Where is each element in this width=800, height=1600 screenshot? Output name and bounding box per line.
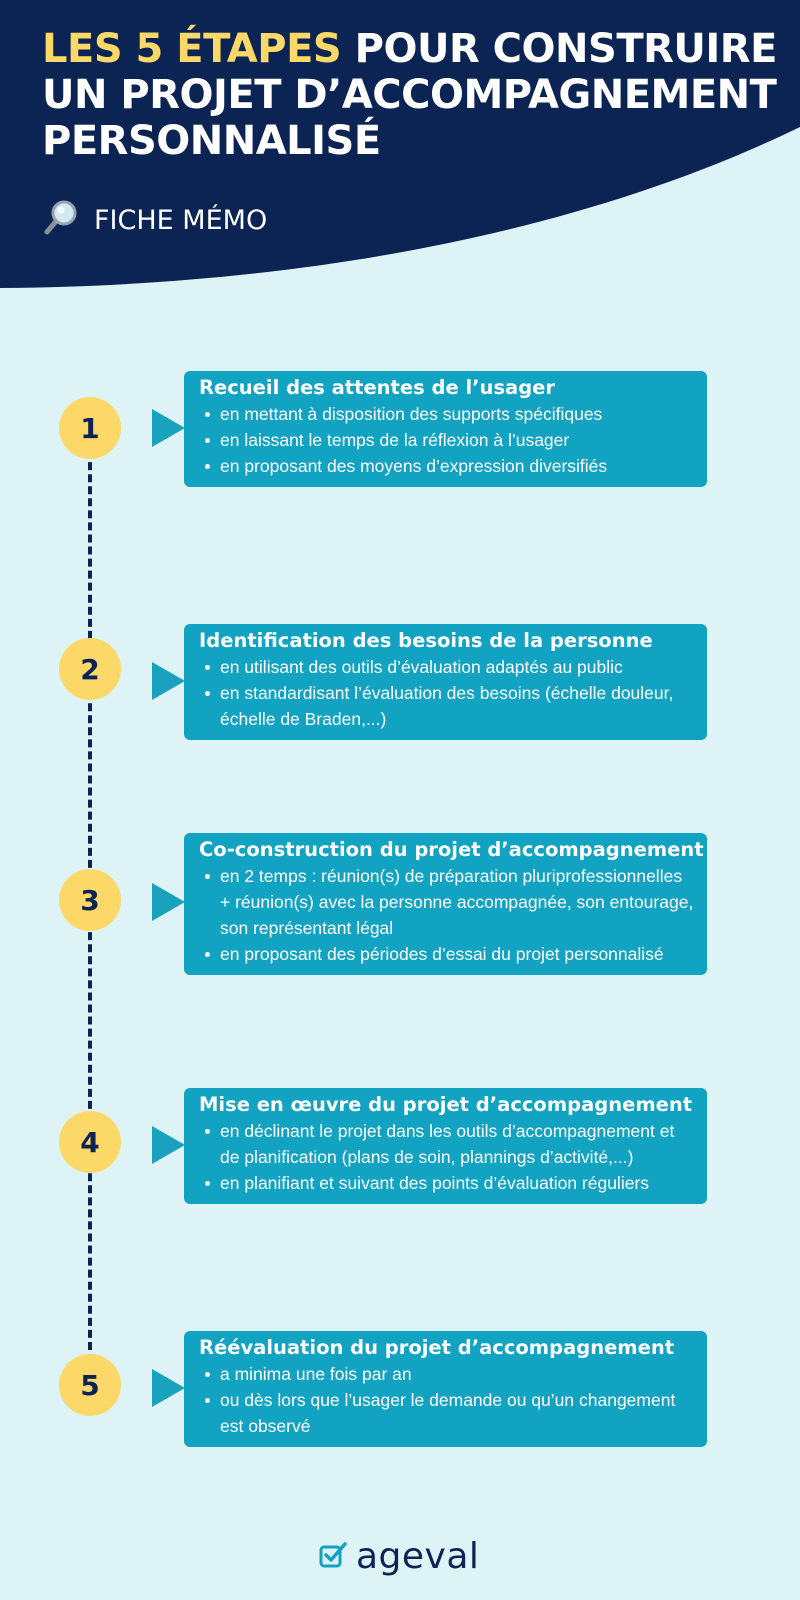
step-1-card xyxy=(184,371,707,487)
step-4-bullet-2: en planifiant et suivant des points d’évaluation réguliers xyxy=(199,1170,697,1196)
step-4-bullets xyxy=(199,1118,697,1196)
step-1-bullet-3: en proposant des moyens d’expression diversifiés xyxy=(199,453,697,479)
step-5-bullet-1: a minima une fois par an xyxy=(199,1361,697,1387)
step-4-bullet-1: en déclinant le projet dans les outils d’accompagnement et de planification (plans de soin, plannings d’activité,...) xyxy=(199,1118,697,1170)
step-3-arrow xyxy=(152,883,185,921)
step-1-bullets xyxy=(199,401,697,479)
magnifying-glass-icon xyxy=(42,199,78,242)
step-5-arrow xyxy=(152,1369,185,1407)
step-2-title: Identification des besoins de la personne xyxy=(199,629,653,652)
step-2-bullets xyxy=(199,654,697,732)
subtitle-text: FICHE MÉMO xyxy=(94,204,268,236)
step-2-bullet-1: en utilisant des outils d’évaluation adaptés au public xyxy=(199,654,697,680)
step-1-arrow xyxy=(152,409,185,447)
step-5-card xyxy=(184,1331,707,1447)
step-3-bullet-2: en proposant des périodes d’essai du projet personnalisé xyxy=(199,941,697,967)
subtitle xyxy=(42,200,267,240)
step-2-arrow xyxy=(152,662,185,700)
logo-text: ageval xyxy=(356,1536,480,1577)
checkbox-check-icon xyxy=(318,1540,348,1575)
step-4-card xyxy=(184,1088,707,1204)
step-5-bullets xyxy=(199,1361,697,1439)
page-title xyxy=(42,26,782,164)
step-3-number: 3 xyxy=(59,869,121,931)
step-1-title: Recueil des attentes de l’usager xyxy=(199,376,556,399)
step-5-number: 5 xyxy=(59,1354,121,1416)
step-3-bullets xyxy=(199,863,697,967)
step-4-number: 4 xyxy=(59,1111,121,1173)
step-4-title: Mise en œuvre du projet d’accompagnement xyxy=(199,1093,693,1116)
step-5-bullet-2: ou dès lors que l’usager le demande ou qu’un changement est observé xyxy=(199,1387,697,1439)
step-1-number: 1 xyxy=(59,397,121,459)
step-3-card xyxy=(184,833,707,975)
step-2-card xyxy=(184,624,707,740)
step-2-bullet-2: en standardisant l’évaluation des besoins (échelle douleur, échelle de Braden,...) xyxy=(199,680,697,732)
ageval-logo xyxy=(318,1535,479,1579)
title-rest: POUR CONSTRUIRE UN PROJET D’ACCOMPAGNEMENT PERSONNALISÉ xyxy=(42,26,777,164)
step-3-title: Co-construction du projet d’accompagnement xyxy=(199,838,704,861)
title-highlight: LES 5 ÉTAPES xyxy=(42,26,342,72)
step-2-number: 2 xyxy=(59,638,121,700)
step-4-arrow xyxy=(152,1126,185,1164)
step-3-bullet-1: en 2 temps : réunion(s) de préparation pluriprofessionnelles + réunion(s) avec la personne accompagnée, son entourage, son représentant légal xyxy=(199,863,697,941)
step-5-title: Réévaluation du projet d’accompagnement xyxy=(199,1336,675,1359)
step-1-bullet-1: en mettant à disposition des supports spécifiques xyxy=(199,401,697,427)
step-1-bullet-2: en laissant le temps de la réflexion à l’usager xyxy=(199,427,697,453)
